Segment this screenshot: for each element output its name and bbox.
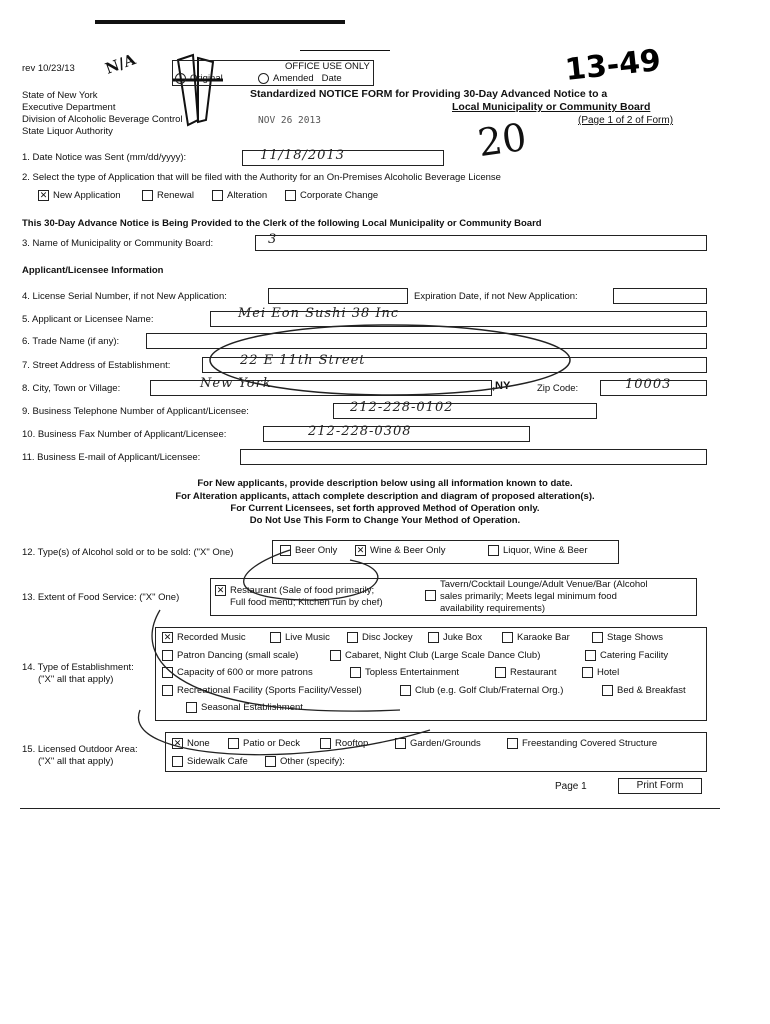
- estab-club[interactable]: Club (e.g. Golf Club/Fraternal Org.): [400, 685, 563, 696]
- estab-patron-dancing[interactable]: Patron Dancing (small scale): [162, 650, 298, 661]
- page-of-label: (Page 1 of 2 of Form): [578, 115, 674, 126]
- handwritten-top-right: 13-49: [563, 43, 663, 88]
- q11-label: 11. Business E-mail of Applicant/Licensee:: [22, 452, 201, 463]
- phone-value: 212-228-0102: [350, 400, 454, 415]
- q15-label-1: 15. Licensed Outdoor Area:: [22, 744, 138, 755]
- scan-mark-top: [95, 20, 345, 24]
- q1-label: 1. Date Notice was Sent (mm/dd/yyyy):: [22, 152, 187, 163]
- outdoor-freestanding[interactable]: Freestanding Covered Structure: [507, 738, 657, 749]
- received-stamp: NOV 26 2013: [258, 115, 321, 126]
- revision-label: rev 10/23/13: [22, 63, 75, 74]
- outdoor-garden[interactable]: Garden/Grounds: [395, 738, 481, 749]
- q13-label: 13. Extent of Food Service: ("X" One): [22, 592, 180, 603]
- footer-rule: [20, 808, 720, 809]
- form-title-line-1: Standardized NOTICE FORM for Providing 30-Day Advanced Notice to a: [250, 88, 608, 100]
- agency-line-1: State of New York: [22, 90, 98, 101]
- expiration-date-field[interactable]: [613, 288, 707, 304]
- estab-catering[interactable]: Catering Facility: [585, 650, 668, 661]
- zip-label: Zip Code:: [537, 383, 579, 394]
- estab-recorded-music[interactable]: ✕ Recorded Music: [163, 632, 246, 644]
- q12-label: 12. Type(s) of Alcohol sold or to be sold: ("X" One): [22, 547, 234, 558]
- handwritten-corner: N/A: [102, 50, 138, 78]
- agency-line-2: Executive Department: [22, 102, 116, 113]
- q14-label-1: 14. Type of Establishment:: [22, 662, 134, 673]
- estab-disc-jockey[interactable]: Disc Jockey: [347, 632, 413, 643]
- estab-recreational[interactable]: Recreational Facility (Sports Facility/Vessel): [162, 685, 362, 696]
- agency-line-3: Division of Alcoholic Beverage Control: [22, 114, 183, 125]
- outdoor-other[interactable]: Other (specify):: [265, 756, 345, 767]
- alcohol-wine-beer[interactable]: ✕ Wine & Beer Only: [356, 545, 446, 557]
- q7-label: 7. Street Address of Establishment:: [22, 360, 171, 371]
- amended-checkbox[interactable]: [258, 73, 269, 84]
- estab-stage-shows[interactable]: Stage Shows: [592, 632, 663, 643]
- page-number: Page 1: [555, 781, 587, 792]
- city-value: New York: [200, 376, 272, 391]
- q10-label: 10. Business Fax Number of Applicant/Licensee:: [22, 429, 227, 440]
- application-type-new[interactable]: ✕ New Application: [39, 190, 121, 202]
- q15-label-2: ("X" all that apply): [38, 756, 114, 767]
- food-tavern-desc-3: availability requirements): [440, 603, 546, 614]
- application-type-renewal[interactable]: Renewal: [142, 190, 194, 201]
- office-use-original: Original: [175, 73, 223, 84]
- q4-label: 4. License Serial Number, if not New Application:: [22, 291, 227, 302]
- date-sent-value: 11/18/2013: [260, 148, 345, 163]
- q5-label: 5. Applicant or Licensee Name:: [22, 314, 154, 325]
- alcohol-beer-only[interactable]: Beer Only: [280, 545, 337, 556]
- estab-restaurant[interactable]: Restaurant: [495, 667, 556, 678]
- estab-juke-box[interactable]: Juke Box: [428, 632, 482, 643]
- scan-mark-top-right: [300, 50, 390, 51]
- outdoor-rooftop[interactable]: Rooftop: [320, 738, 368, 749]
- estab-bed-breakfast[interactable]: Bed & Breakfast: [602, 685, 686, 696]
- handwritten-big-number: 20: [475, 114, 530, 166]
- estab-capacity-600[interactable]: Capacity of 600 or more patrons: [162, 667, 313, 678]
- estab-seasonal[interactable]: Seasonal Establishment: [186, 702, 303, 713]
- street-address-value: 22 E 11th Street: [240, 353, 366, 368]
- q9-label: 9. Business Telephone Number of Applicant/Licensee:: [22, 406, 249, 417]
- handwritten-loop-mark: [200, 320, 580, 400]
- estab-cabaret[interactable]: Cabaret, Night Club (Large Scale Dance Club): [330, 650, 540, 661]
- food-tavern-desc-1: Tavern/Cocktail Lounge/Adult Venue/Bar (Alcohol: [440, 579, 648, 590]
- zip-value: 10003: [625, 377, 672, 392]
- instruction-1: For New applicants, provide description below using all information known to date.: [197, 478, 573, 489]
- email-field[interactable]: [240, 449, 707, 465]
- instruction-3: For Current Licensees, set forth approved Method of Operation only.: [230, 503, 540, 514]
- municipality-value: 3: [268, 232, 278, 247]
- application-type-alteration[interactable]: Alteration: [212, 190, 267, 201]
- application-type-corporate-change[interactable]: Corporate Change: [285, 190, 378, 201]
- outdoor-patio[interactable]: Patio or Deck: [228, 738, 300, 749]
- agency-line-4: State Liquor Authority: [22, 126, 113, 137]
- print-form-button[interactable]: Print Form: [618, 778, 702, 794]
- food-restaurant-option[interactable]: ✕ Restaurant (Sale of food primarily;: [216, 585, 375, 597]
- expiration-label: Expiration Date, if not New Application:: [414, 291, 578, 302]
- q8-label: 8. City, Town or Village:: [22, 383, 121, 394]
- q6-label: 6. Trade Name (if any):: [22, 336, 120, 347]
- handwritten-swoop-mark: [100, 540, 550, 780]
- fax-value: 212-228-0308: [308, 424, 412, 439]
- instruction-4: Do Not Use This Form to Change Your Method of Operation.: [249, 515, 521, 526]
- q3-label: 3. Name of Municipality or Community Board:: [22, 238, 214, 249]
- alcohol-liquor-wine-beer[interactable]: Liquor, Wine & Beer: [488, 545, 588, 556]
- q2-label: 2. Select the type of Application that will be filed with the Authority for an On-Premises Alcoholic Beverage License: [22, 172, 501, 183]
- office-use-title: OFFICE USE ONLY: [285, 61, 370, 72]
- outdoor-none[interactable]: ✕ None: [173, 738, 210, 750]
- q14-label-2: ("X" all that apply): [38, 674, 114, 685]
- estab-hotel[interactable]: Hotel: [582, 667, 619, 678]
- original-checkbox[interactable]: [175, 73, 186, 84]
- food-tavern-desc-2: sales primarily; Meets legal minimum food: [440, 591, 617, 602]
- applicant-name-value: Mei Eon Sushi 38 Inc: [238, 306, 400, 321]
- instruction-2: For Alteration applicants, attach complete description and diagram of proposed alteration(s).: [175, 491, 595, 502]
- municipality-field[interactable]: [255, 235, 707, 251]
- clerk-section-heading: This 30-Day Advance Notice is Being Provided to the Clerk of the following Local Municipality or Community Board: [22, 218, 542, 229]
- food-restaurant-desc: Full food menu; Kitchen run by chef): [230, 597, 383, 608]
- state-label: ,NY: [492, 380, 511, 392]
- estab-topless[interactable]: Topless Entertainment: [350, 667, 459, 678]
- form-title-line-2: Local Municipality or Community Board: [452, 101, 651, 113]
- outdoor-sidewalk-cafe[interactable]: Sidewalk Cafe: [172, 756, 248, 767]
- license-serial-field[interactable]: [268, 288, 408, 304]
- estab-karaoke-bar[interactable]: Karaoke Bar: [502, 632, 570, 643]
- estab-live-music[interactable]: Live Music: [270, 632, 330, 643]
- applicant-section-heading: Applicant/Licensee Information: [22, 265, 164, 276]
- office-use-amended: Amended Date: [258, 73, 342, 84]
